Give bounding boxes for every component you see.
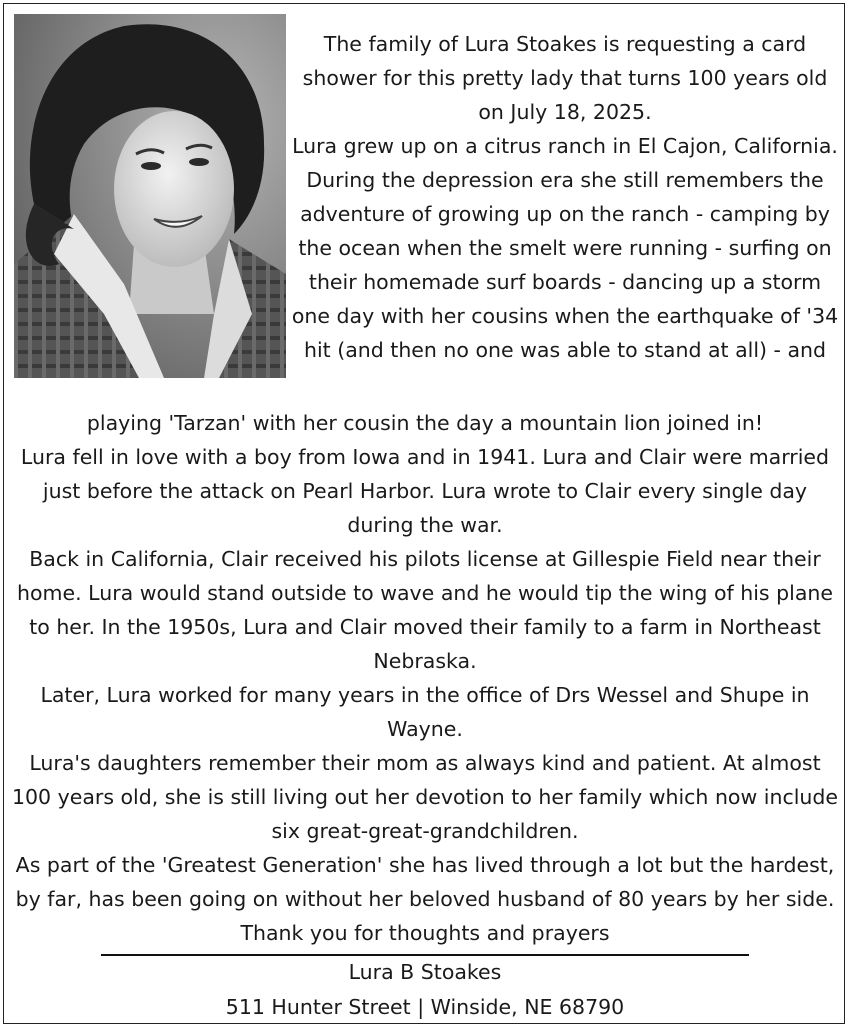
marriage-paragraph: Lura fell in love with a boy from Iowa and in 1941. Lura and Clair were married just before the attack on Pearl Harbor. Lura wrote to Clair every single day during the war. xyxy=(20,445,830,537)
story-text-block xyxy=(8,406,842,950)
signature-name: Lura B Stoakes xyxy=(348,960,502,984)
childhood-continued-paragraph: playing 'Tarzan' with her cousin the day a mountain lion joined in! xyxy=(86,411,764,435)
intro-paragraph: The family of Lura Stoakes is requesting a card shower for this pretty lady that turns 100 years old on July 18, 2025. xyxy=(302,32,828,124)
portrait-photo xyxy=(14,14,286,378)
closing-paragraph: As part of the 'Greatest Generation' she has lived through a lot but the hardest, by far, has been going on without her beloved husband of 80 years by her side. Thank you for thoughts and prayers xyxy=(15,853,835,945)
career-paragraph: Later, Lura worked for many years in the office of Drs Wessel and Shupe in Wayne. xyxy=(40,683,810,741)
childhood-paragraph: Lura grew up on a citrus ranch in El Cajon, California. During the depression era she still remembers the adventure of growing up on the ranch - camping by the ocean when the smelt were running - surfing on their homemade surf boards - dancing up a storm one day with her cousins when the earthquake of '34 hit (and then no one was able to stand at all) - and xyxy=(291,134,839,362)
intro-text-block xyxy=(290,27,840,367)
mailing-address: 511 Hunter Street | Winside, NE 68790 xyxy=(225,995,625,1019)
daughters-paragraph: Lura's daughters remember their mom as always kind and patient. At almost 100 years old, she is still living out her devotion to her family which now include six great-great-grandchildren. xyxy=(11,751,839,843)
california-paragraph: Back in California, Clair received his pilots license at Gillespie Field near their home. Lura would stand outside to wave and he would tip the wing of his plane to her. In the 1950s, Lura and Clair moved their family to a farm in Northeast Nebraska. xyxy=(17,547,833,673)
